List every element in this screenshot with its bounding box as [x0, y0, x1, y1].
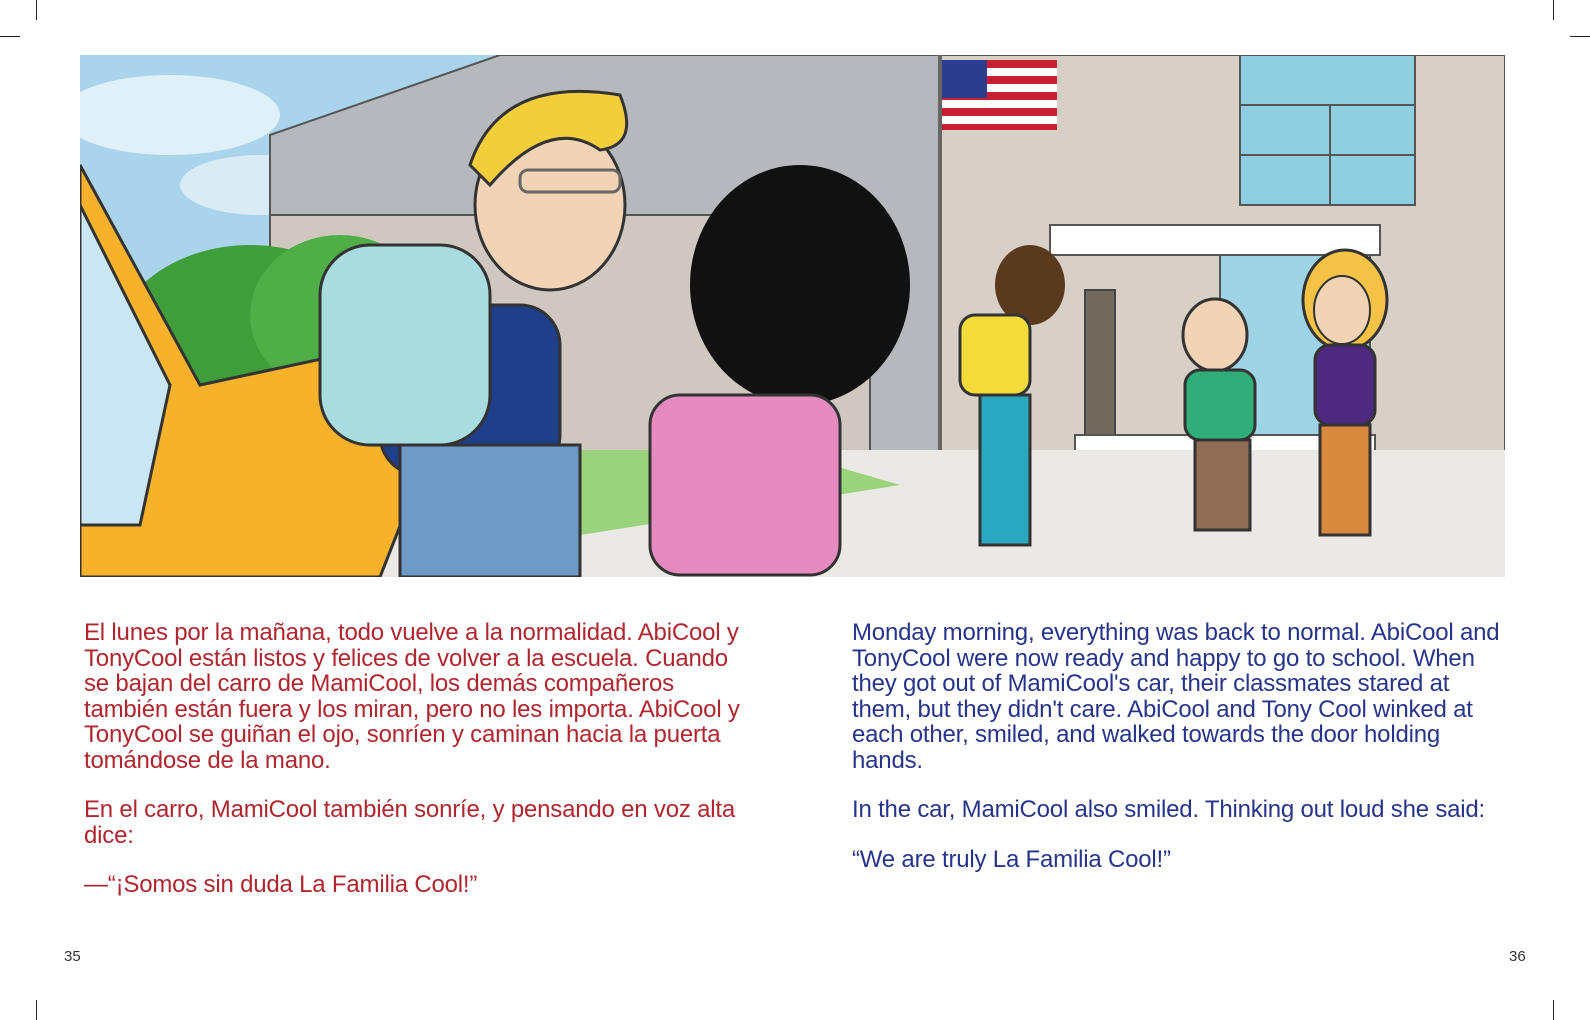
english-quote: “We are truly La Familia Cool!” [852, 845, 1171, 873]
spanish-paragraph: En el carro, MamiCool también sonríe, y pensando en voz alta dice: [84, 796, 736, 849]
english-text-column [852, 620, 1512, 896]
crop-mark [1553, 0, 1554, 20]
crop-mark [36, 1000, 37, 1020]
crop-mark [1570, 36, 1590, 37]
english-paragraph: In the car, MamiCool also smiled. Thinking out loud she said: [852, 796, 1486, 823]
spanish-quote: —“¡Somos sin duda La Familia Cool!” [84, 871, 478, 898]
spanish-paragraph: El lunes por la mañana, todo vuelve a la normalidad. AbiCool y TonyCool están listos y felices de volver a la escuela. Cuando se bajan del carro de MamiCool, los demás compañeros también están fuera y los miran, pero no les importa. AbiCool y TonyCool se guiñan el ojo, sonríen y caminan hacia la puerta tomándose de la mano. [84, 619, 740, 774]
school-illustration [80, 55, 1505, 577]
spanish-text-column [84, 620, 744, 922]
crop-mark [36, 0, 37, 20]
crop-mark [1553, 1000, 1554, 1020]
crop-mark [0, 36, 20, 37]
page-number-right: 36 [1509, 948, 1526, 965]
page-number-left: 35 [64, 948, 81, 965]
english-paragraph: Monday morning, everything was back to normal. AbiCool and TonyCool were now ready and happy to go to school. When they got out of MamiCool's car, their classmates stared at them, but they didn't care. AbiCool and Tony Cool winked at each other, smiled, and walked towards the door holding hands. [852, 619, 1500, 774]
